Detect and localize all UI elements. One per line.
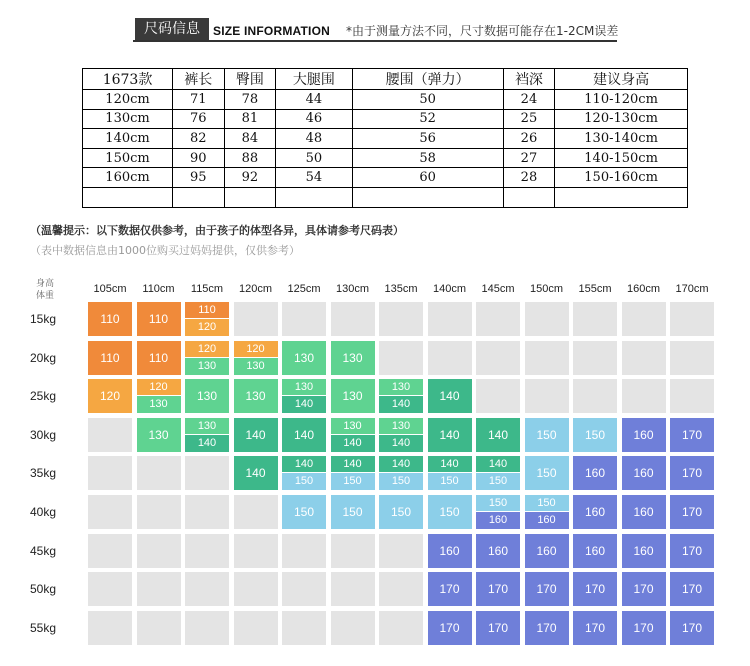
grid-cell-size: 130 (185, 358, 229, 375)
size-table-cell: 92 (224, 168, 276, 188)
size-table-cell: 28 (503, 168, 555, 188)
tip-line-1: （温馨提示：以下数据仅供参考，由于孩子的体型各异，具体请参考尺码表） (30, 224, 404, 237)
grid-cell (234, 302, 278, 336)
grid-cell (622, 302, 666, 336)
grid-cell (137, 495, 181, 529)
header-divider (133, 40, 617, 42)
grid-height-label: 130cm (335, 283, 370, 295)
header-tag: 尺码信息 (135, 18, 209, 40)
grid-cell-size: 150 (525, 495, 569, 512)
grid-cell-size: 130 (137, 396, 181, 413)
grid-cell (525, 534, 569, 568)
grid-cell-size: 160 (573, 534, 617, 568)
size-table-cell (352, 187, 503, 207)
grid-cell (428, 379, 472, 413)
grid-cell (428, 341, 472, 375)
grid-cell (185, 456, 229, 490)
grid-cell-size: 130 (137, 418, 181, 452)
grid-cell (525, 495, 569, 529)
grid-cell (137, 379, 181, 413)
grid-cell (331, 572, 375, 606)
grid-cell-size: 150 (525, 456, 569, 490)
grid-cell (234, 534, 278, 568)
grid-cell (476, 379, 520, 413)
grid-cell (525, 611, 569, 645)
grid-cell (573, 456, 617, 490)
grid-cell-size: 160 (622, 495, 666, 529)
grid-cell (185, 495, 229, 529)
grid-cell-size: 150 (331, 495, 375, 529)
size-table-row (83, 187, 688, 207)
grid-cell (622, 495, 666, 529)
grid-cell (379, 534, 423, 568)
grid-cell-size: 170 (670, 418, 714, 452)
grid-cell (282, 534, 326, 568)
grid-cell (622, 534, 666, 568)
grid-cell (185, 341, 229, 375)
grid-cell (331, 379, 375, 413)
grid-cell-size: 160 (622, 534, 666, 568)
grid-cell (525, 456, 569, 490)
grid-weight-label: 50kg (30, 582, 57, 597)
grid-cell (428, 456, 472, 490)
grid-cell-size: 140 (185, 435, 229, 452)
grid-cell (185, 418, 229, 452)
col-header-thigh: 大腿围 (276, 69, 352, 90)
grid-cell-size: 140 (476, 418, 520, 452)
grid-cell-size: 160 (476, 534, 520, 568)
header-note: *由于测量方法不同，尺寸数据可能存在1-2CM误差 (346, 24, 619, 38)
grid-cell (185, 611, 229, 645)
col-header-style: 1673款 (83, 69, 173, 90)
grid-cell (622, 341, 666, 375)
grid-cell (670, 611, 714, 645)
grid-cell (282, 418, 326, 452)
size-table-cell: 48 (276, 129, 352, 149)
axis-corner-label (36, 278, 54, 302)
col-header-hip: 臀围 (224, 69, 276, 90)
grid-weight-label: 45kg (30, 543, 57, 558)
grid-height-label: 115cm (190, 283, 224, 295)
grid-cell-size: 140 (379, 435, 423, 452)
grid-cell (379, 495, 423, 529)
grid-cell (428, 572, 472, 606)
grid-cell (137, 341, 181, 375)
grid-cell-size: 130 (379, 379, 423, 396)
grid-cell (379, 302, 423, 336)
size-table-cell: 52 (352, 109, 503, 129)
size-table-cell: 26 (503, 129, 555, 149)
grid-cell-size: 160 (622, 418, 666, 452)
grid-cell-size: 130 (331, 341, 375, 375)
grid-cell (234, 418, 278, 452)
tip-line-2: （表中数据信息由1000位购买过妈妈提供，仅供参考） (30, 244, 300, 257)
grid-cell-size: 140 (331, 435, 375, 452)
grid-cell-size: 140 (234, 456, 278, 490)
grid-cell-size: 150 (282, 473, 326, 490)
grid-cell-size: 170 (428, 572, 472, 606)
grid-cell (428, 495, 472, 529)
grid-cell (88, 456, 132, 490)
size-table-cell (276, 187, 352, 207)
grid-cell (137, 418, 181, 452)
size-table-cell: 120-130cm (555, 109, 688, 129)
grid-cell-size: 170 (573, 611, 617, 645)
grid-cell (331, 341, 375, 375)
grid-cell-size: 170 (428, 611, 472, 645)
grid-cell (476, 611, 520, 645)
grid-cell-size: 160 (525, 534, 569, 568)
size-table-header-row (83, 69, 688, 90)
size-table-cell: 71 (173, 90, 225, 110)
grid-cell (379, 572, 423, 606)
grid-cell (670, 418, 714, 452)
size-table-cell (173, 187, 225, 207)
grid-cell (476, 302, 520, 336)
grid-weight-label: 30kg (30, 427, 57, 442)
grid-cell-size: 170 (670, 495, 714, 529)
grid-cell (670, 572, 714, 606)
grid-cell-size: 130 (331, 379, 375, 413)
grid-weight-label: 15kg (30, 312, 57, 326)
grid-cell-size: 130 (234, 358, 278, 375)
grid-cell-size: 130 (234, 379, 278, 413)
grid-height-label: 105cm (93, 283, 127, 295)
grid-height-label: 135cm (384, 283, 418, 295)
axis-corner-weight: 体重 (36, 291, 55, 301)
grid-cell (573, 302, 617, 336)
grid-cell-size: 150 (525, 418, 569, 452)
grid-cell (282, 379, 326, 413)
grid-cell (185, 572, 229, 606)
grid-height-label: 155cm (578, 283, 612, 295)
grid-cell-size: 140 (282, 456, 326, 473)
size-table-row (83, 109, 688, 129)
grid-cell (476, 572, 520, 606)
grid-cell-size: 120 (185, 319, 229, 336)
grid-height-label: 160cm (626, 283, 661, 295)
grid-cell-size: 120 (137, 379, 181, 396)
grid-cell (234, 495, 278, 529)
grid-cell (185, 379, 229, 413)
grid-cell-size: 140 (428, 418, 472, 452)
grid-cell (573, 534, 617, 568)
grid-cell (282, 456, 326, 490)
grid-cell-size: 170 (670, 456, 714, 490)
grid-weight-label: 40kg (30, 505, 57, 519)
grid-cell (428, 418, 472, 452)
grid-cell (622, 418, 666, 452)
grid-cell (137, 572, 181, 606)
grid-cell (670, 534, 714, 568)
grid-cell-size: 150 (573, 418, 617, 452)
grid-cell (185, 534, 229, 568)
grid-cell-size: 120 (185, 341, 229, 358)
grid-cell-size: 140 (331, 456, 375, 473)
size-table-cell (503, 187, 555, 207)
size-table-cell: 95 (173, 168, 225, 188)
grid-height-label: 150cm (529, 283, 564, 295)
grid-cell (379, 611, 423, 645)
grid-cell-size: 150 (428, 495, 472, 529)
grid-cell-size: 170 (670, 534, 714, 568)
grid-cell (573, 611, 617, 645)
grid-cell-size: 160 (428, 534, 472, 568)
grid-cell-size: 140 (379, 456, 423, 473)
grid-cell-size: 110 (88, 302, 132, 336)
grid-cell (88, 379, 132, 413)
size-table-cell: 150-160cm (555, 168, 688, 188)
grid-cell-size: 140 (428, 379, 472, 413)
grid-weight-label: 35kg (30, 466, 57, 481)
grid-cell (282, 572, 326, 606)
grid-cell (234, 572, 278, 606)
grid-cell (234, 611, 278, 645)
grid-cell-size: 110 (185, 302, 229, 319)
size-table-cell: 84 (224, 129, 276, 149)
size-table-cell: 82 (173, 129, 225, 149)
grid-cell (476, 534, 520, 568)
size-table-cell: 44 (276, 90, 352, 110)
grid-cell (476, 495, 520, 529)
grid-cell-size: 140 (476, 456, 520, 473)
size-table-cell: 110-120cm (555, 90, 688, 110)
grid-cell-size: 130 (282, 341, 326, 375)
grid-weight-label: 20kg (30, 350, 57, 365)
grid-cell-size: 150 (331, 473, 375, 490)
size-table-cell: 120cm (83, 90, 173, 110)
size-table-row (83, 90, 688, 110)
grid-cell (234, 456, 278, 490)
grid-cell (670, 341, 714, 375)
grid-cell (622, 572, 666, 606)
size-table-cell: 50 (276, 148, 352, 168)
grid-cell (185, 302, 229, 336)
size-table-cell: 81 (224, 109, 276, 129)
grid-cell (331, 534, 375, 568)
grid-cell (428, 534, 472, 568)
grid-cell (282, 341, 326, 375)
grid-cell (137, 534, 181, 568)
size-table-cell: 24 (503, 90, 555, 110)
grid-cell-size: 130 (185, 418, 229, 435)
grid-cell-size: 130 (185, 379, 229, 413)
grid-cell-size: 140 (379, 396, 423, 413)
grid-cell (670, 495, 714, 529)
size-table-row (83, 129, 688, 149)
grid-cell (476, 341, 520, 375)
size-table-cell: 78 (224, 90, 276, 110)
grid-cell (525, 418, 569, 452)
size-table-cell: 140cm (83, 129, 173, 149)
grid-cell (379, 456, 423, 490)
size-table (82, 68, 688, 208)
grid-cell-size: 150 (379, 473, 423, 490)
grid-cell-size: 140 (428, 456, 472, 473)
grid-cell-size: 170 (573, 572, 617, 606)
col-header-waist: 腰围（弹力） (352, 69, 503, 90)
grid-cell-size: 140 (234, 418, 278, 452)
size-table-cell (224, 187, 276, 207)
grid-weight-label: 55kg (30, 620, 57, 635)
grid-cell (573, 341, 617, 375)
grid-cell (379, 341, 423, 375)
size-table-cell: 90 (173, 148, 225, 168)
grid-cell-size: 170 (622, 572, 666, 606)
grid-cell-size: 170 (476, 572, 520, 606)
grid-cell (573, 418, 617, 452)
header-title-en: SIZE INFORMATION (213, 24, 330, 38)
grid-height-label: 125cm (287, 283, 321, 295)
size-table-cell: 140-150cm (555, 148, 688, 168)
size-table-cell: 160cm (83, 168, 173, 188)
grid-cell-size: 160 (476, 512, 520, 529)
grid-cell (622, 379, 666, 413)
grid-height-label: 120cm (238, 283, 273, 295)
grid-cell (379, 379, 423, 413)
grid-cell (88, 611, 132, 645)
size-table-cell: 130-140cm (555, 129, 688, 149)
grid-cell (282, 302, 326, 336)
size-table-cell: 150cm (83, 148, 173, 168)
grid-cell (622, 611, 666, 645)
size-table-cell (83, 187, 173, 207)
grid-cell (525, 572, 569, 606)
grid-cell-size: 120 (88, 379, 132, 413)
grid-cell-size: 170 (476, 611, 520, 645)
grid-cell-size: 150 (476, 473, 520, 490)
size-table-cell: 88 (224, 148, 276, 168)
grid-cell-size: 160 (573, 456, 617, 490)
grid-cell-size: 150 (428, 473, 472, 490)
grid-cell-size: 170 (525, 611, 569, 645)
grid-cell-size: 170 (525, 572, 569, 606)
grid-height-label: 110cm (142, 283, 175, 295)
grid-cell-size: 110 (137, 302, 181, 336)
grid-cell (88, 534, 132, 568)
size-table-row (83, 148, 688, 168)
grid-cell (137, 456, 181, 490)
grid-cell (234, 341, 278, 375)
grid-cell-size: 130 (379, 418, 423, 435)
grid-height-label: 140cm (432, 283, 467, 295)
grid-cell (670, 302, 714, 336)
grid-cell (670, 379, 714, 413)
grid-cell (622, 456, 666, 490)
grid-cell (331, 495, 375, 529)
grid-cell (476, 456, 520, 490)
grid-cell-size: 160 (525, 512, 569, 529)
grid-cell-size: 130 (331, 418, 375, 435)
size-table-cell: 25 (503, 109, 555, 129)
size-table-row (83, 168, 688, 188)
grid-cell (88, 495, 132, 529)
grid-cell (525, 302, 569, 336)
grid-cell (88, 302, 132, 336)
col-header-height: 建议身高 (555, 69, 688, 90)
size-table-cell: 46 (276, 109, 352, 129)
grid-cell (573, 495, 617, 529)
size-table-cell: 54 (276, 168, 352, 188)
grid-cell-size: 140 (282, 396, 326, 413)
grid-cell-size: 120 (234, 341, 278, 358)
grid-cell (428, 611, 472, 645)
grid-cell-size: 170 (670, 611, 714, 645)
grid-cell (331, 302, 375, 336)
size-table-cell: 76 (173, 109, 225, 129)
size-table-cell: 27 (503, 148, 555, 168)
grid-cell-size: 160 (573, 495, 617, 529)
size-table-cell: 56 (352, 129, 503, 149)
grid-cell (88, 418, 132, 452)
grid-cell (331, 456, 375, 490)
grid-cell-size: 170 (670, 572, 714, 606)
grid-cell-size: 150 (282, 495, 326, 529)
size-table-cell: 58 (352, 148, 503, 168)
size-table-cell (555, 187, 688, 207)
grid-cell (670, 456, 714, 490)
size-table-cell: 130cm (83, 109, 173, 129)
grid-cell-size: 140 (282, 418, 326, 452)
grid-cell (476, 418, 520, 452)
size-table-cell: 60 (352, 168, 503, 188)
grid-cell-size: 110 (88, 341, 132, 375)
grid-cell-size: 110 (137, 341, 181, 375)
grid-cell (137, 611, 181, 645)
grid-cell (234, 379, 278, 413)
grid-cell (282, 495, 326, 529)
grid-cell (428, 302, 472, 336)
grid-cell-size: 150 (379, 495, 423, 529)
axis-corner-height: 身高 (36, 279, 55, 289)
grid-cell (525, 341, 569, 375)
grid-cell (88, 572, 132, 606)
grid-cell (331, 611, 375, 645)
size-table-cell: 50 (352, 90, 503, 110)
grid-cell (88, 341, 132, 375)
grid-weight-label: 25kg (30, 389, 57, 404)
grid-cell (573, 572, 617, 606)
col-header-rise: 裆深 (503, 69, 555, 90)
grid-cell (137, 302, 181, 336)
grid-cell-size: 150 (476, 495, 520, 512)
grid-height-label: 170cm (675, 283, 709, 295)
grid-cell-size: 130 (282, 379, 326, 396)
grid-cell-size: 160 (622, 456, 666, 490)
grid-height-label: 145cm (481, 283, 515, 295)
grid-cell (331, 418, 375, 452)
grid-cell-size: 170 (622, 611, 666, 645)
grid-cell (525, 379, 569, 413)
col-header-length: 裤长 (173, 69, 225, 90)
grid-cell (573, 379, 617, 413)
grid-cell (379, 418, 423, 452)
grid-cell (282, 611, 326, 645)
